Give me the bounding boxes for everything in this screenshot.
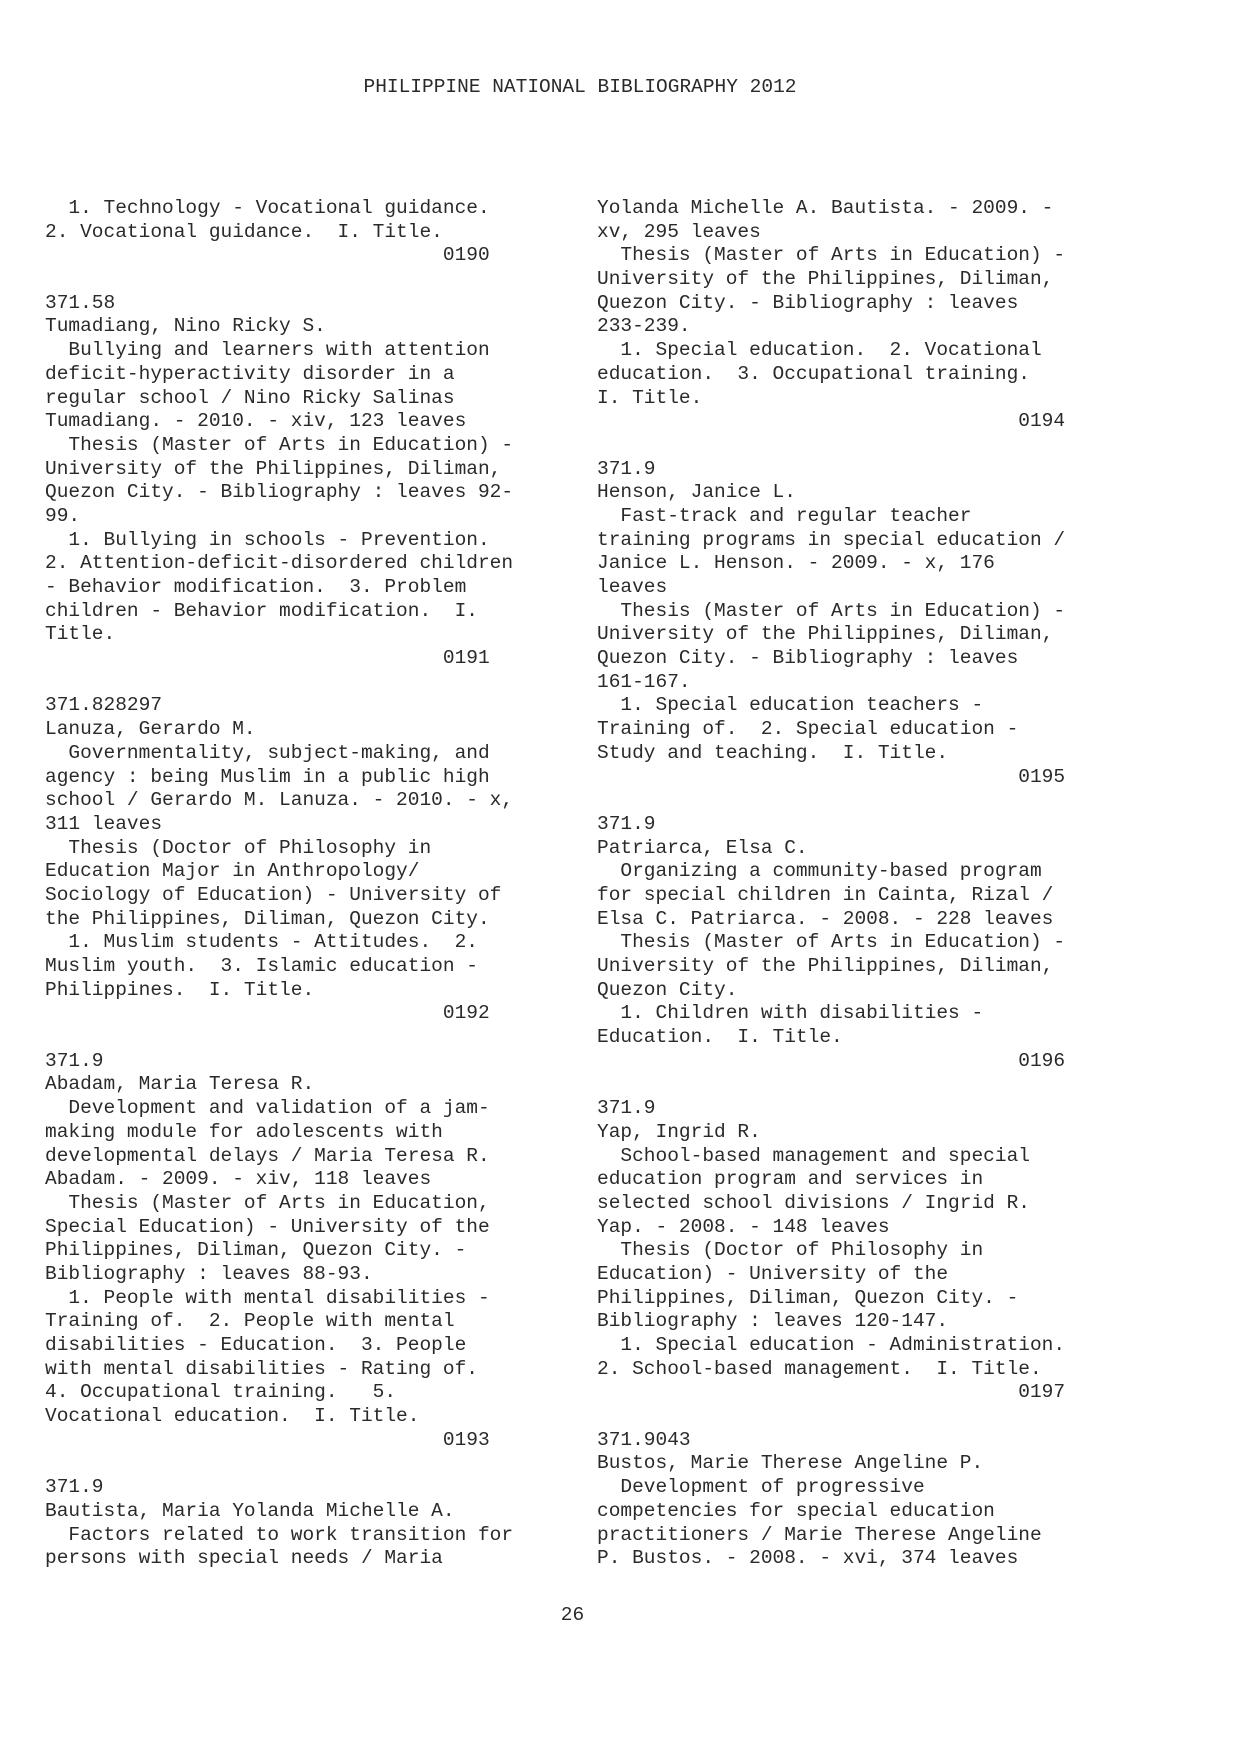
bibliography-line: 2. School-based management. I. Title. (597, 1357, 1042, 1380)
bibliography-line: University of the Philippines, Diliman, (597, 268, 1054, 291)
bibliography-line: education program and services in (597, 1168, 984, 1191)
bibliography-line: children - Behavior modification. I. (45, 599, 478, 622)
bibliography-line: Yolanda Michelle A. Bautista. - 2009. - (597, 197, 1054, 219)
bibliography-line: 0193 (45, 1428, 490, 1451)
bibliography-line: with mental disabilities - Rating of. (45, 1357, 478, 1380)
bibliography-line: Abadam. - 2009. - xiv, 118 leaves (45, 1168, 432, 1191)
bibliography-line: 371.828297 (45, 694, 163, 717)
bibliography-line: disabilities - Education. 3. People (45, 1334, 467, 1356)
bibliography-line: 371.9 (597, 812, 656, 835)
bibliography-line: Thesis (Master of Arts in Education) - (597, 931, 1066, 954)
bibliography-line: 233-239. (597, 315, 691, 338)
bibliography-line: making module for adolescents with (45, 1120, 443, 1143)
bibliography-line: Janice L. Henson. - 2009. - x, 176 (597, 552, 995, 575)
bibliography-line: persons with special needs / Maria (45, 1547, 443, 1570)
bibliography-line: Education Major in Anthropology/ (45, 860, 420, 883)
bibliography-line: regular school / Nino Ricky Salinas (45, 386, 455, 409)
bibliography-line: Quezon City. - Bibliography : leaves (597, 647, 1019, 670)
bibliography-line: Special Education) - University of the (45, 1215, 490, 1238)
bibliography-line: 311 leaves (45, 812, 163, 835)
bibliography-line: Development and validation of a jam- (45, 1097, 490, 1120)
bibliography-line: Thesis (Master of Arts in Education) - (597, 244, 1066, 267)
page-header: PHILIPPINE NATIONAL BIBLIOGRAPHY 2012 (363, 76, 797, 98)
bibliography-line: 371.9 (597, 457, 656, 480)
bibliography-line: 0191 (45, 647, 490, 670)
bibliography-line: 1. Special education teachers - (597, 694, 984, 717)
bibliography-line: Governmentality, subject-making, and (45, 741, 490, 764)
bibliography-line (45, 268, 565, 292)
bibliography-line: 4. Occupational training. 5. (45, 1381, 397, 1404)
bibliography-line (45, 1026, 565, 1050)
bibliography-line: 1. Muslim students - Attitudes. 2. (45, 931, 478, 954)
bibliography-line: 1. Special education. 2. Vocational (597, 339, 1042, 362)
bibliography-line: practitioners / Marie Therese Angeline (597, 1523, 1042, 1546)
bibliography-line: Bibliography : leaves 88-93. (45, 1262, 373, 1285)
bibliography-line: 0190 (45, 244, 490, 267)
bibliography-line: Education) - University of the (597, 1262, 949, 1285)
bibliography-line: Education. I. Title. (597, 1026, 843, 1049)
bibliography-line: 1. Technology - Vocational guidance. (45, 197, 490, 219)
bibliography-line: Thesis (Master of Arts in Education, (45, 1191, 490, 1214)
bibliography-line: competencies for special education (597, 1499, 995, 1522)
bibliography-line: Vocational education. I. Title. (45, 1405, 420, 1428)
bibliography-line: 2. Attention-deficit-disordered children (45, 552, 514, 575)
bibliography-line: University of the Philippines, Diliman, (597, 955, 1054, 977)
bibliography-line: 371.9 (45, 1049, 104, 1072)
bibliography-line: Philippines, Diliman, Quezon City. - (45, 1239, 467, 1262)
bibliography-line (597, 434, 1117, 458)
bibliography-line: Fast-track and regular teacher (597, 504, 972, 527)
bibliography-line: 1. People with mental disabilities - (45, 1286, 490, 1309)
bibliography-line: 161-167. (597, 670, 691, 693)
bibliography-line: 1. Special education - Administration. (597, 1334, 1066, 1356)
bibliography-line: Bustos, Marie Therese Angeline P. (597, 1452, 984, 1475)
bibliography-line: Bautista, Maria Yolanda Michelle A. (45, 1499, 455, 1522)
bibliography-line: Thesis (Doctor of Philosophy in (597, 1239, 984, 1262)
bibliography-line: University of the Philippines, Diliman, (45, 457, 502, 480)
bibliography-line: Muslim youth. 3. Islamic education - (45, 955, 478, 977)
bibliography-line: developmental delays / Maria Teresa R. (45, 1144, 490, 1167)
bibliography-line: Bibliography : leaves 120-147. (597, 1310, 949, 1333)
bibliography-line: I. Title. (597, 386, 703, 409)
bibliography-line: 371.58 (45, 291, 116, 314)
bibliography-line: 1. Bullying in schools - Prevention. (45, 528, 490, 551)
bibliography-line: selected school divisions / Ingrid R. (597, 1191, 1030, 1214)
right-column (597, 197, 1117, 1571)
bibliography-line: Abadam, Maria Teresa R. (45, 1073, 315, 1096)
bibliography-line: 371.9043 (597, 1428, 691, 1451)
bibliography-line: Quezon City. (597, 978, 738, 1001)
bibliography-line (597, 1073, 1117, 1097)
bibliography-line: school / Gerardo M. Lanuza. - 2010. - x, (45, 789, 514, 812)
bibliography-line: Training of. 2. Special education - (597, 718, 1019, 741)
bibliography-line: 0197 (597, 1381, 1066, 1404)
bibliography-line: Title. (45, 623, 116, 646)
left-column (45, 197, 565, 1571)
bibliography-line (45, 1452, 565, 1476)
bibliography-line (45, 671, 565, 695)
bibliography-line: Tumadiang. - 2010. - xiv, 123 leaves (45, 410, 467, 433)
bibliography-line: Thesis (Doctor of Philosophy in (45, 836, 432, 859)
bibliography-line: xv, 295 leaves (597, 220, 761, 243)
bibliography-line: Philippines. I. Title. (45, 978, 315, 1001)
bibliography-line: 0195 (597, 765, 1066, 788)
bibliography-line: Quezon City. - Bibliography : leaves 92- (45, 481, 514, 504)
bibliography-line (597, 1405, 1117, 1429)
bibliography-line: 0192 (45, 1002, 490, 1025)
bibliography-line: Henson, Janice L. (597, 481, 796, 504)
bibliography-line: 371.9 (45, 1476, 104, 1499)
bibliography-line: agency : being Muslim in a public high (45, 765, 490, 788)
bibliography-line: the Philippines, Diliman, Quezon City. (45, 907, 490, 930)
bibliography-line: Training of. 2. People with mental (45, 1310, 455, 1333)
bibliography-line: deficit-hyperactivity disorder in a (45, 362, 455, 385)
bibliography-line: Study and teaching. I. Title. (597, 741, 949, 764)
bibliography-line: Development of progressive (597, 1476, 925, 1499)
bibliography-line: P. Bustos. - 2008. - xvi, 374 leaves (597, 1547, 1019, 1570)
page-number: 26 (560, 1604, 585, 1626)
bibliography-line (597, 789, 1117, 813)
bibliography-line: Sociology of Education) - University of (45, 883, 502, 906)
bibliography-line: 99. (45, 504, 81, 527)
bibliography-line: 0196 (597, 1049, 1066, 1072)
bibliography-line: leaves (597, 576, 668, 598)
bibliography-line: training programs in special education / (597, 528, 1066, 551)
bibliography-line: University of the Philippines, Diliman, (597, 623, 1054, 646)
bibliography-line: Thesis (Master of Arts in Education) - (597, 599, 1066, 622)
bibliography-line: Yap, Ingrid R. (597, 1120, 761, 1143)
bibliography-line: 371.9 (597, 1097, 656, 1120)
bibliography-line: 0194 (597, 410, 1066, 433)
bibliography-line: Patriarca, Elsa C. (597, 836, 808, 859)
bibliography-line: 2. Vocational guidance. I. Title. (45, 220, 443, 243)
bibliography-line: 1. Children with disabilities - (597, 1002, 984, 1025)
bibliography-line: Philippines, Diliman, Quezon City. - (597, 1286, 1019, 1309)
bibliography-line: Tumadiang, Nino Ricky S. (45, 315, 326, 338)
bibliography-line: - Behavior modification. 3. Problem (45, 576, 467, 598)
bibliography-line: Yap. - 2008. - 148 leaves (597, 1215, 890, 1238)
bibliography-line: Thesis (Master of Arts in Education) - (45, 433, 514, 456)
bibliography-line: for special children in Cainta, Rizal / (597, 883, 1054, 906)
bibliography-line: Lanuza, Gerardo M. (45, 718, 256, 741)
bibliography-line: Quezon City. - Bibliography : leaves (597, 291, 1019, 314)
bibliography-line: School-based management and special (597, 1144, 1030, 1167)
bibliography-line: Elsa C. Patriarca. - 2008. - 228 leaves (597, 907, 1054, 930)
bibliography-line: education. 3. Occupational training. (597, 362, 1030, 385)
bibliography-line: Organizing a community-based program (597, 860, 1042, 883)
bibliography-line: Factors related to work transition for (45, 1523, 514, 1546)
bibliography-line: Bullying and learners with attention (45, 339, 490, 362)
